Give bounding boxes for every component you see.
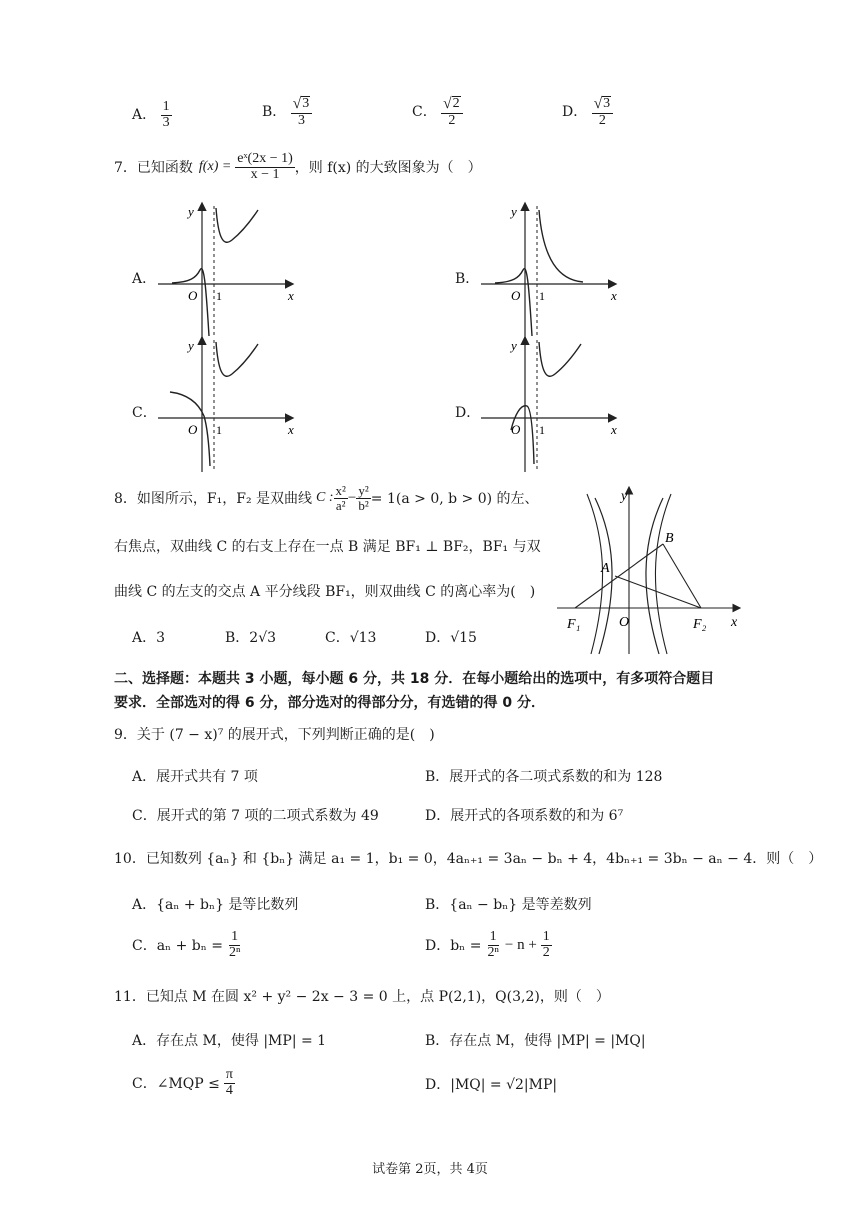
q8-option-b: B．2√3 [225,630,277,646]
q6-option-a: A． $\frac{1}{3}$ [132,99,170,130]
svg-text:1: 1 [216,289,222,303]
svg-text:O: O [511,422,521,437]
q7-graph-b [473,200,623,340]
q7-option-c-label: C． [132,405,157,421]
q9-option-c: C．展开式的第 7 项的二项式系数为 49 [132,808,379,824]
q9-option-d: D．展开式的各项系数的和为 6⁷ [425,808,624,824]
svg-text:x: x [611,288,617,303]
q11-option-d: D．|MQ| = √2|MP| [425,1077,558,1093]
q6-option-c: C． √ 2 2 [412,96,463,128]
svg-text:1: 1 [539,423,545,437]
svg-text:B: B [665,531,674,546]
svg-text:O: O [188,288,198,303]
q6-option-b: B． √ 3 3 [262,96,312,128]
svg-text:x: x [288,288,294,303]
q9-option-b: B．展开式的各二项式系数的和为 128 [425,769,663,785]
q10-option-a: A．{aₙ + bₙ} 是等比数列 [132,897,299,913]
q7-option-d-label: D． [455,405,481,421]
q7-graph-a [150,200,300,340]
q11-stem: 11．已知点 M 在圆 x² + y² − 2x − 3 = 0 上，点 P(2,1)，Q(3,2)，则（ ） [114,989,610,1005]
svg-text:O: O [511,288,521,303]
q7-option-b-label: B． [455,271,480,287]
q8-hyperbola-figure [555,484,745,658]
q10-option-c: C．aₙ + bₙ = $\frac{1}{\text{2ⁿ}}$ [132,929,241,960]
q8-line1: 8．如图所示，F₁，F₂ 是双曲线 C : $\frac{\text{x²}}{\text{a²}}$ − $\frac{\text{y²}}{\text{b²}}$ = 1(a > 0, b > 0) 的左、 [114,483,539,513]
q8-option-d: D．√15 [425,630,477,646]
svg-text:y: y [621,489,628,504]
svg-text:1: 1 [539,289,545,303]
q11-option-b: B．存在点 M，使得 |MP| = |MQ| [425,1033,646,1049]
svg-text:x: x [611,422,617,437]
q11-option-c: C．∠MQP ≤ $\frac{\pi}{4}$ [132,1067,233,1098]
q8-line2: 右焦点，双曲线 C 的右支上存在一点 B 满足 BF₁ ⊥ BF₂，BF₁ 与双 [114,539,541,555]
svg-text:F₁: F₁ [567,617,581,632]
q10-stem: 10．已知数列 {aₙ} 和 {bₙ} 满足 a₁ = 1，b₁ = 0，4aₙ₊₁ = 3aₙ − bₙ + 4，4bₙ₊₁ = 3bₙ − aₙ − 4．则（ ） [114,851,823,867]
page-footer: 试卷第 2页，共 4页 [372,1162,488,1177]
svg-text:O: O [619,615,630,630]
svg-text:x: x [288,422,294,437]
svg-text:1: 1 [216,423,222,437]
q7-stem: 7．已知函数 f(x) = $\frac{\text{eˣ(2x − 1)}}{x - 1}$ ，则 f(x) 的大致图象为（ ） [114,151,482,182]
q9-stem: 9．关于 (7 − x)⁷ 的展开式，下列判断正确的是( ) [114,727,435,743]
svg-text:y: y [511,204,517,219]
q6-option-d: D． √ 3 2 [562,96,613,128]
svg-text:O: O [188,422,198,437]
q7-graph-d [473,334,623,474]
q7-option-a-label: A． [132,271,157,287]
svg-text:y: y [188,338,194,353]
q8-option-a: A．3 [132,630,166,646]
q8-option-c: C．√13 [325,630,377,646]
svg-text:y: y [188,204,194,219]
q9-option-a: A．展开式共有 7 项 [132,769,258,785]
q11-option-a: A．存在点 M，使得 |MP| = 1 [132,1033,327,1049]
svg-text:y: y [511,338,517,353]
q10-option-d: D．bₙ = $\frac{1}{\text{2ⁿ}}$ − n + $\frac{1}{2}$ [425,929,550,960]
svg-text:x: x [731,615,738,630]
svg-text:A: A [601,561,610,576]
q7-graph-c [150,334,300,474]
section2-heading-line2: 要求．全部选对的得 6 分，部分选对的得部分分，有选错的得 0 分． [114,695,545,711]
q8-line3: 曲线 C 的左支的交点 A 平分线段 BF₁，则双曲线 C 的离心率为( ) [114,584,536,600]
q10-option-b: B．{aₙ − bₙ} 是等差数列 [425,897,592,913]
section2-heading-line1: 二、选择题：本题共 3 小题，每小题 6 分，共 18 分．在每小题给出的选项中，有多项符合题目 [114,671,715,687]
svg-text:F₂: F₂ [693,617,707,632]
